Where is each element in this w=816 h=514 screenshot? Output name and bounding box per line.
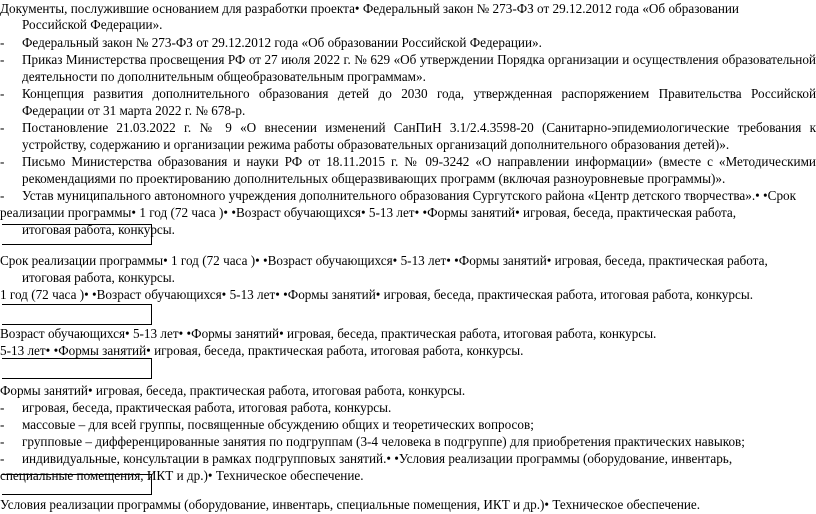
list-dash: -	[0, 154, 5, 169]
list-item: индивидуальные, консультации в рамках подгрупповых занятий.• •Условия реализации программы (оборудование, инвентарь,	[22, 451, 733, 466]
list-item-line: Федерации от 31 марта 2022 г. № 678-р.	[22, 103, 246, 118]
block1-line-1: реализации программы• 1 год (72 часа )• •Возраст обучающихся• 5-13 лет• •Формы занятий• игровая, беседа, практическая работа,	[0, 205, 737, 220]
list-item-line: рекомендациями по проектированию дополнительных общеразвивающих программ (включая разноуровневые программы)».	[22, 171, 726, 186]
list-item-line: Приказ Министерства просвещения РФ от 27 июля 2022 г. № 629 «Об утверждении Порядка организации и осуществления образовательной	[22, 52, 816, 67]
list-dash: -	[0, 400, 5, 415]
intro-line-2: Российской Федерации».	[22, 17, 163, 32]
block3-line-2: 5-13 лет• •Формы занятий• игровая, беседа, практическая работа, итоговая работа, конкурсы.	[0, 343, 524, 358]
block3-line-1: Возраст обучающихся• 5-13 лет• •Формы занятий• игровая, беседа, практическая работа, итоговая работа, конкурсы.	[0, 326, 657, 341]
list-dash: -	[0, 35, 5, 50]
list-dash: -	[0, 120, 5, 135]
list-item: массовые – для всей группы, посвященные обсуждению общих и теоретических вопросов;	[22, 417, 534, 432]
separator-box	[2, 474, 152, 495]
separator-box	[2, 304, 152, 325]
list-item: игровая, беседа, практическая работа, итоговая работа, конкурсы.	[22, 400, 392, 415]
list-dash: -	[0, 86, 5, 101]
list-item: групповые – дифференцированные занятия по подгруппам (3-4 человека в подгруппе) для приобретения практических навыков;	[22, 434, 745, 449]
list-item-line: Устав муниципального автономного учреждения дополнительного образования Сургутского района «Центр детского творчества».• •Срок	[22, 188, 797, 203]
separator-box	[2, 224, 152, 245]
list-item-line: Письмо Министерства образования и науки РФ от 18.11.2015 г. № 09-3242 «О направлении информации» (вместе с «Методическими	[22, 154, 816, 169]
list-item-line: Концепция развития дополнительного образования детей до 2030 года, утвержденная распоряжением Правительства Российской	[22, 86, 816, 101]
list-dash: -	[0, 188, 5, 203]
intro-line-1: Документы, послужившие основанием для разработки проекта• Федеральный закон № 273-ФЗ от 29.12.2012 года «Об образовании	[0, 1, 739, 16]
list-item-line: устройству, содержанию и организации режима работы образовательных организаций дополнительного образования детей)».	[22, 137, 730, 152]
list-dash: -	[0, 451, 5, 466]
block1-line-2: итоговая работа, конкурсы.	[22, 222, 175, 237]
list-dash: -	[0, 417, 5, 432]
list-item-line: Федеральный закон № 273-ФЗ от 29.12.2012 года «Об образовании Российской Федерации».	[22, 35, 542, 50]
block2-line-2: итоговая работа, конкурсы.	[22, 270, 175, 285]
block2-line-3: 1 год (72 часа )• •Возраст обучающихся• 5-13 лет• •Формы занятий• игровая, беседа, практическая работа, итоговая работа, конкурсы.	[0, 287, 753, 302]
list-dash: -	[0, 52, 5, 67]
block5-line-1: Условия реализации программы (оборудование, инвентарь, специальные помещения, ИКТ и др.)• Техническое обеспечение.	[0, 497, 701, 512]
list-item-line: Постановление 21.03.2022 г. № 9 «О внесении изменений СанПиН 3.1/2.4.3598-20 (Санитарно-эпидемиологические требования к	[22, 120, 816, 135]
block4-line-last: специальные помещения, ИКТ и др.)• Техническое обеспечение.	[0, 468, 364, 483]
list-dash: -	[0, 434, 5, 449]
separator-box	[2, 358, 152, 379]
block2-line-1: Срок реализации программы• 1 год (72 часа )• •Возраст обучающихся• 5-13 лет• •Формы занятий• игровая, беседа, практическая работа,	[0, 253, 768, 268]
block4-line-1: Формы занятий• игровая, беседа, практическая работа, итоговая работа, конкурсы.	[0, 383, 466, 398]
list-item-line: деятельности по дополнительным общеобразовательным программам».	[22, 69, 426, 84]
